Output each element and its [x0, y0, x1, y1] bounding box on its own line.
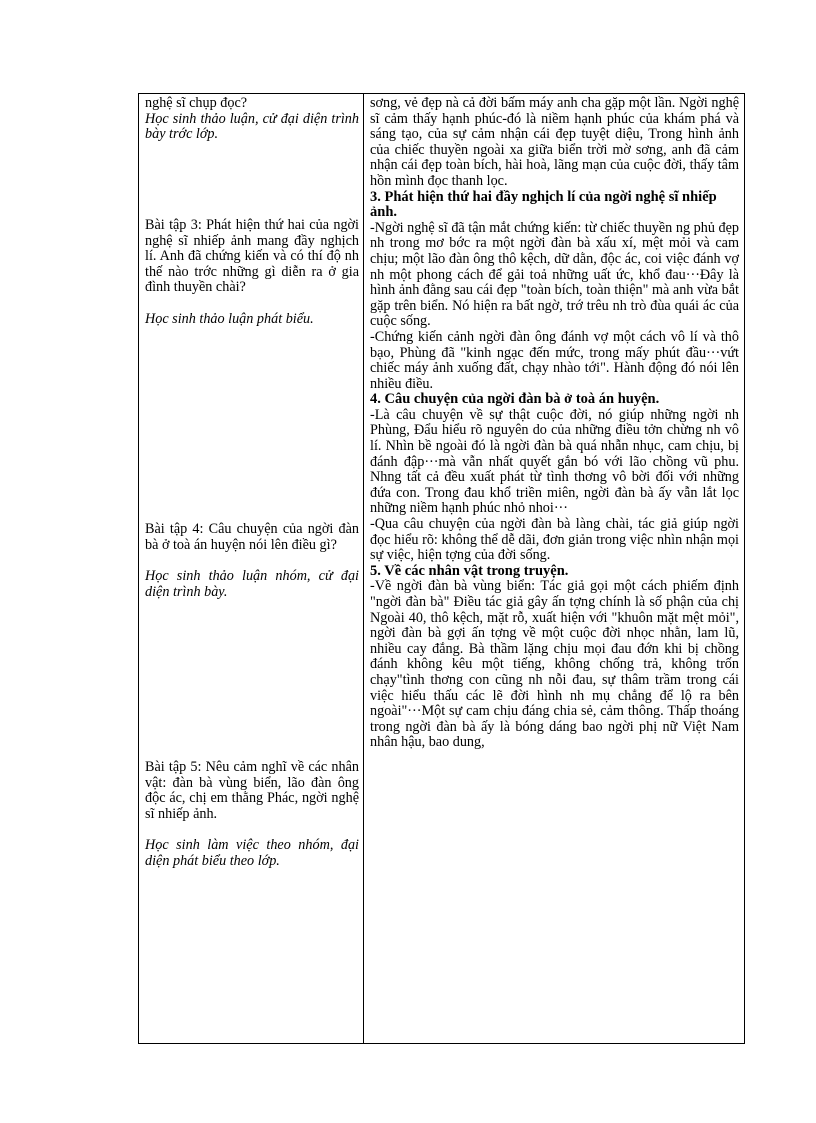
exercise-3-question: Bài tập 3: Phát hiện thứ hai của ngời nghệ sĩ nhiếp ảnh mang đầy nghịch lí. Anh đã chứng kiến và có thí độ nh thế nào trớc những gì diễn ra ở gia đình thuyền chài?	[145, 217, 359, 296]
exercise-4-task: Học sinh thảo luận nhóm, cử đại diện trình bày.	[145, 568, 359, 600]
section-3-paragraph-2: -Chứng kiến cảnh ngời đàn ông đánh vợ một cách vô lí và thô bạo, Phùng đã "kinh ngạc đến mức, trong mấy phút đầu···vứt chiếc máy ảnh xuống đất, chạy nhào tới". Hành động đó nói lên nhiều điều.	[370, 328, 739, 392]
exercise-4-block	[145, 522, 359, 600]
section-4-paragraph-2: -Qua câu chuyện của ngời đàn bà làng chài, tác giả giúp ngời đọc hiểu rõ: không thể dễ dãi, đơn giản trong việc nhìn nhận mọi sự việc, hiện tợng của đời sống.	[370, 516, 739, 564]
section-4-heading: 4. Câu chuyện của ngời đàn bà ở toà án huyện.	[370, 391, 660, 408]
section-5-paragraph: -Về ngời đàn bà vùng biển: Tác giả gọi một cách phiếm định "ngời đàn bà" Điều tác giả gây ấn tợng chính là số phận của chị Ngoài 40, thô kệch, mặt rỗ, xuất hiện với "khuôn mặt mệt mỏi", ngời đàn bà gợi ấn tợng về một cuộc đời nhọc nhằn, lam lũ, nhiều cay đắng. Bà thầm lặng chịu mọi đau đớn khi bị chồng đánh không kêu một tiếng, không chống trả, không trốn chạy"tình thơng con cũng nh nỗi đau, sự thâm trầm trong cái việc hiểu thấu các lẽ đời hình nh mụ chẳng để lộ ra bên ngoài"···Một sự cam chịu đáng chia sẻ, cảm thông. Thấp thoáng trong ngời đàn bà ấy là bóng dáng bao ngời phị nữ Việt Nam nhân hậu, bao dung,	[370, 578, 739, 751]
exercise-2-question-tail: nghệ sĩ chụp đọc?	[145, 95, 248, 111]
exercise-3-block	[145, 218, 359, 328]
exercise-2-task: Học sinh thảo luận, cử đại diện trình bày trớc lớp.	[145, 110, 359, 143]
section-5-heading: 5. Về các nhân vật trong truyện.	[370, 562, 569, 579]
exercise-2-block	[145, 96, 359, 143]
activity-column	[139, 94, 364, 1043]
exercise-5-block	[145, 760, 359, 870]
section-3-paragraph-1: -Ngời nghệ sĩ đã tận mắt chứng kiến: từ chiếc thuyền ng phủ đẹp nh trong mơ bớc ra một ngời đàn bà xấu xí, mệt mỏi và cam chịu; một lão đàn ông thô kệch, dữ dằn, độc ác, coi việc đánh vợ nh một phong cách để gải toả những uất ức, khổ đau···Đây là hình ảnh đằng sau cái đẹp "toàn bích, toàn thiện" mà anh vừa bắt gặp trên biển. Nó hiện ra bất ngờ, trớ trêu nh trò đùa quái ác của cuộc sống.	[370, 219, 739, 330]
lesson-table	[138, 93, 745, 1044]
exercise-4-question: Bài tập 4: Câu chuyện của ngời đàn bà ở toà án huyện nói lên điều gì?	[145, 521, 359, 553]
exercise-3-task: Học sinh thảo luận phát biểu.	[145, 310, 314, 327]
section-3-heading: 3. Phát hiện thứ hai đầy nghịch lí của ngời nghệ sĩ nhiếp ảnh.	[370, 188, 717, 221]
section-2-conclusion: sơng, vẻ đẹp nà cả đời bấm máy anh cha gặp một lần. Ngời nghệ sĩ cảm thấy hạnh phúc-đó là niềm hạnh phúc của khám phá và sáng tạo, của sự cảm nhận cái đẹp tuyệt diệu, Trong hình ảnh của chiếc thuyền ngoài xa giữa biển trời mờ sơng, anh đã cảm nhận cái đẹp toàn bích, hài hoà, lãng mạn của cuộc đời, thấy tâm hồn mình đọc thanh lọc.	[370, 95, 739, 189]
exercise-5-task: Học sinh làm việc theo nhóm, đại diện phát biểu theo lớp.	[145, 837, 359, 869]
section-4-paragraph-1: -Là câu chuyện về sự thật cuộc đời, nó giúp những ngời nh Phùng, Đẩu hiểu rõ nguyên do của những điều tởn chừng nh vô lí. Nhìn bề ngoài đó là ngời đàn bà quá nhẫn nhục, cam chịu, bị đánh đập···mà vẫn nhất quyết gắn bó với lão chồng vũ phu. Nhng tất cả đều xuất phát từ tình thơng vô bời đối với những đứa con. Trong đau khổ triền miên, ngời đàn bà ấy vẫn lắt lọc những niềm hạnh phúc nhỏ nhoi···	[370, 406, 739, 517]
content-column	[364, 94, 744, 1043]
exercise-5-question: Bài tập 5: Nêu cảm nghĩ về các nhân vật: đàn bà vùng biển, lão đàn ông độc ác, chị em thằng Phác, ngời nghệ sĩ nhiếp ảnh.	[145, 759, 359, 822]
